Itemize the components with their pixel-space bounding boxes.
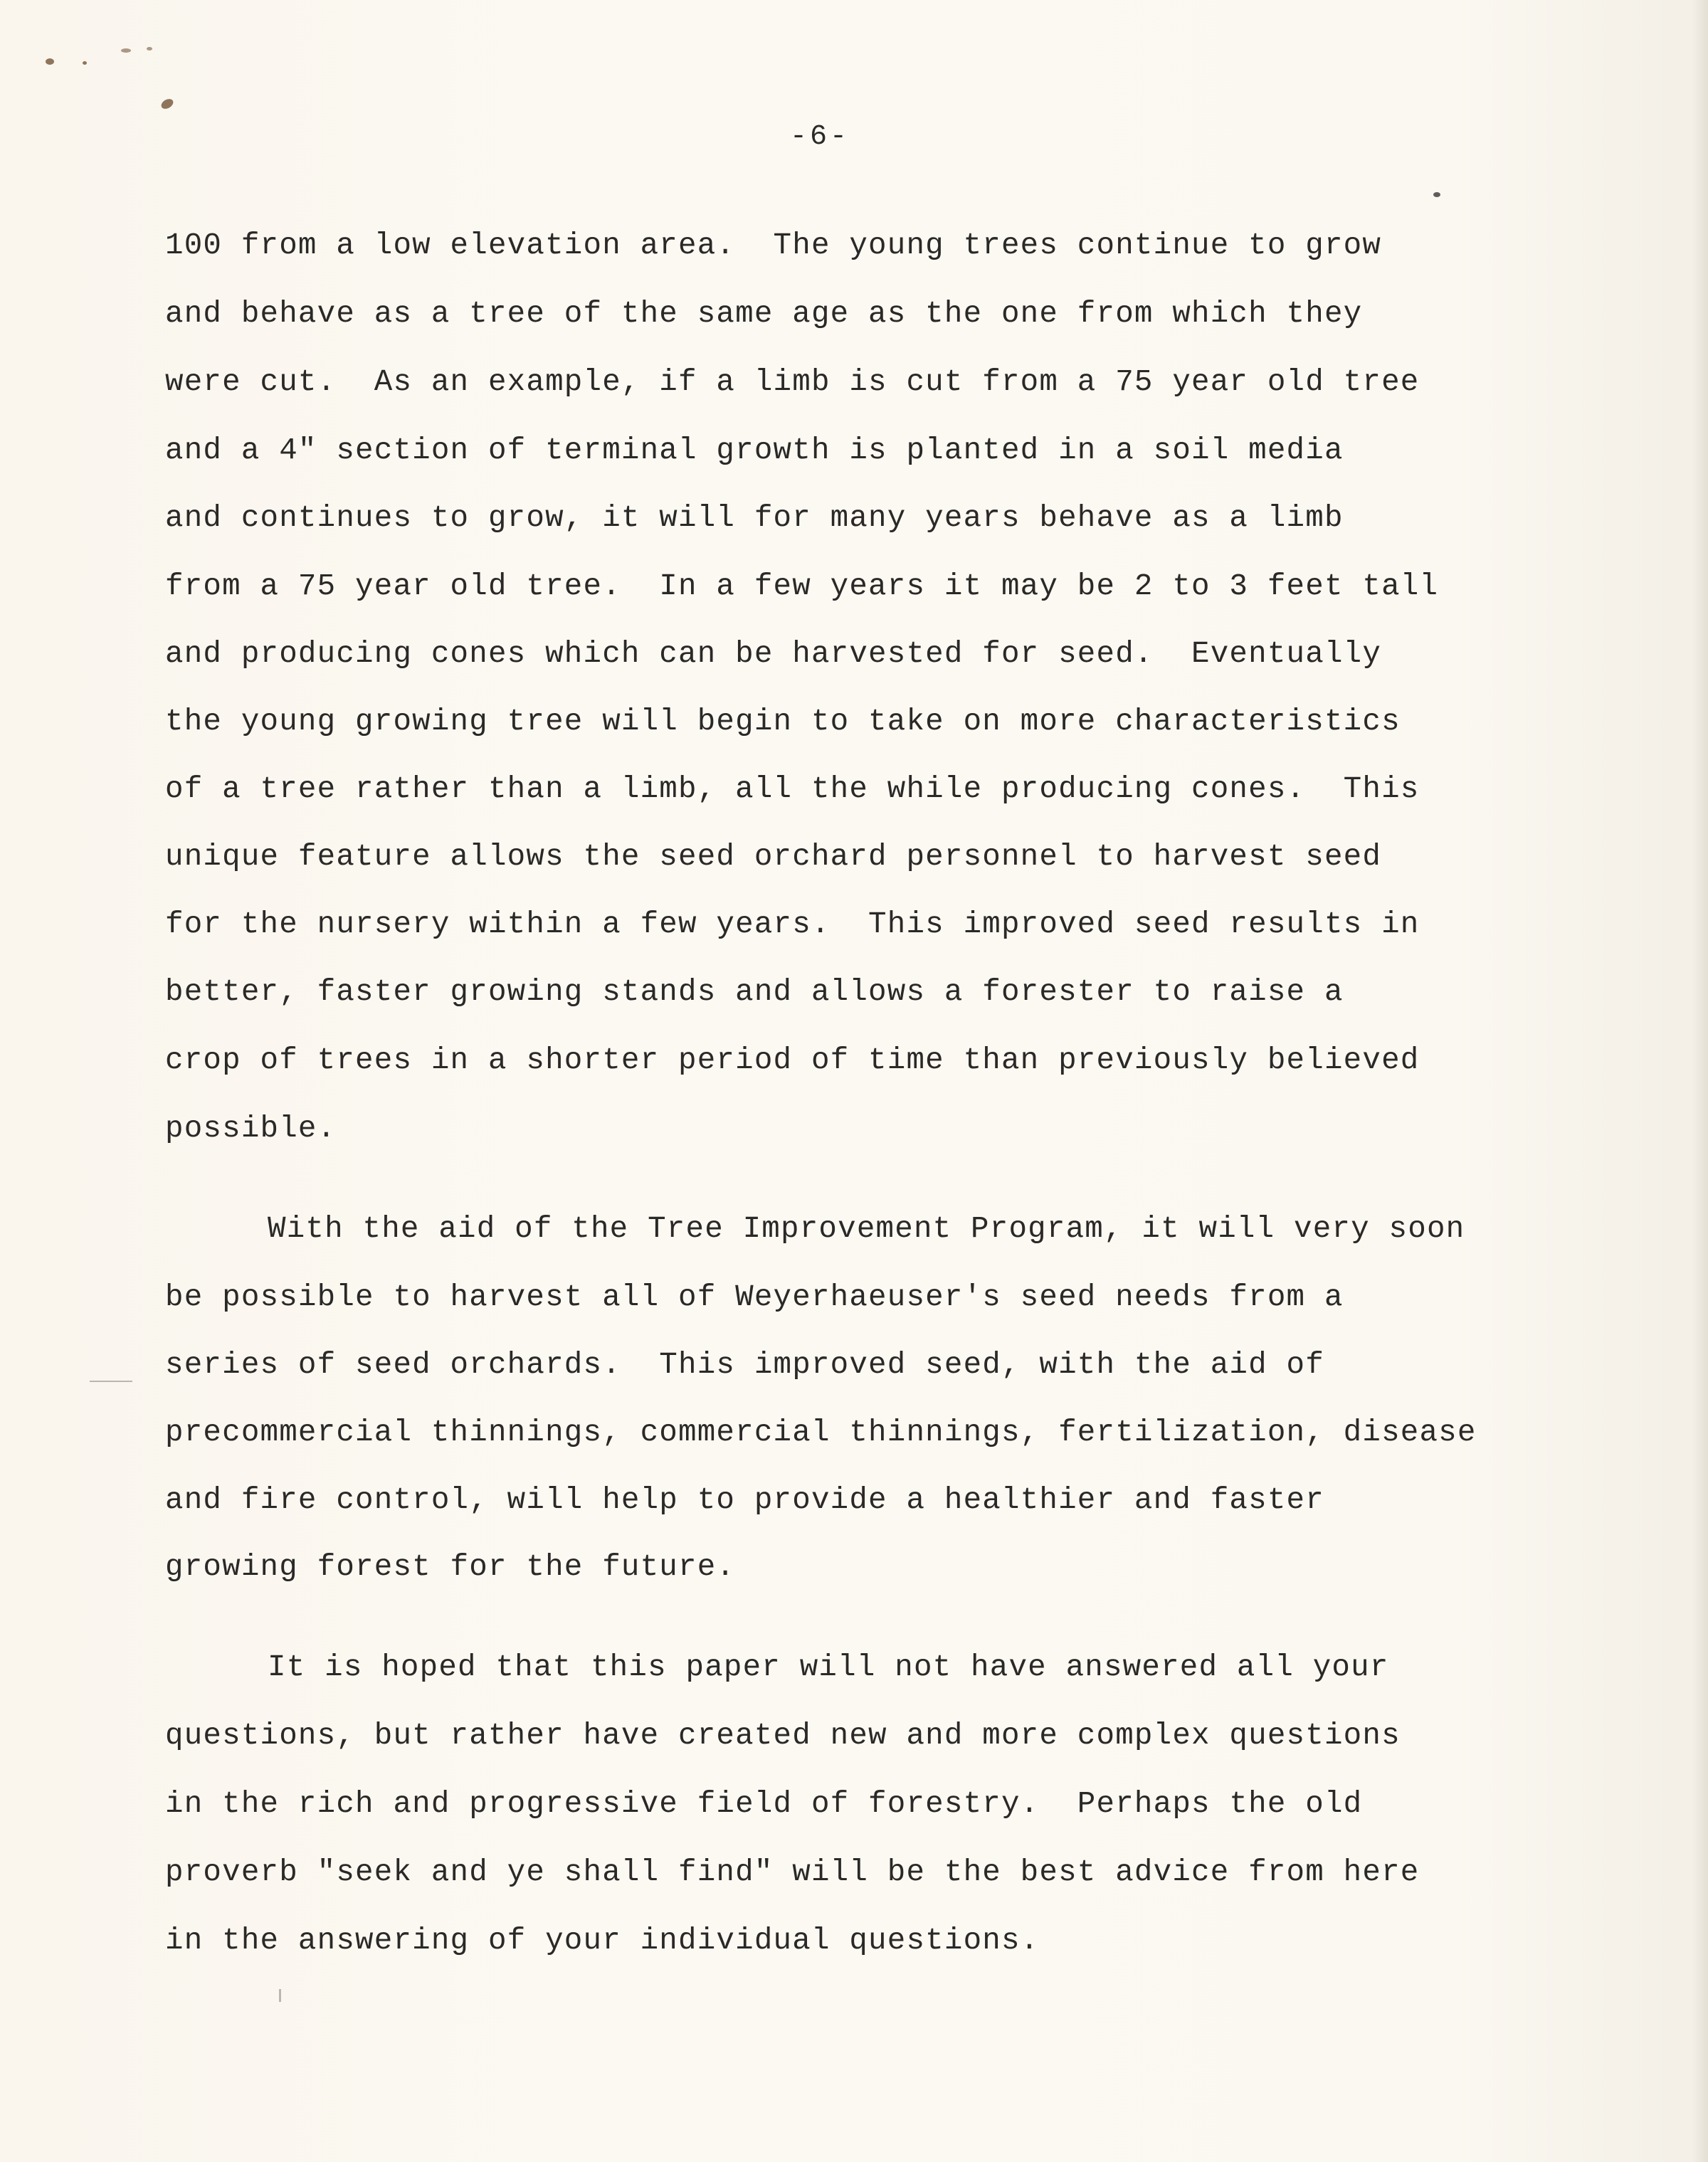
text-line: proverb "seek and ye shall find" will be the best advice from here bbox=[165, 1855, 1420, 1889]
text-line: and behave as a tree of the same age as the one from which they bbox=[165, 297, 1363, 331]
text-line: precommercial thinnings, commercial thinnings, fertilization, disease bbox=[165, 1415, 1477, 1450]
text-line: better, faster growing stands and allows a forester to raise a bbox=[165, 975, 1344, 1009]
ink-speck bbox=[46, 58, 54, 65]
ink-speck bbox=[83, 61, 87, 65]
text-line: It is hoped that this paper will not have answered all your bbox=[268, 1650, 1389, 1684]
ink-speck bbox=[121, 48, 131, 53]
text-line: in the answering of your individual questions. bbox=[165, 1924, 1040, 1958]
text-line: of a tree rather than a limb, all the while producing cones. This bbox=[165, 772, 1420, 806]
ink-speck bbox=[1433, 192, 1440, 197]
text-line: and fire control, will help to provide a healthier and faster bbox=[165, 1483, 1324, 1517]
text-line: and a 4" section of terminal growth is planted in a soil media bbox=[165, 433, 1344, 468]
margin-mark bbox=[279, 1989, 281, 2002]
text-line: in the rich and progressive field of forestry. Perhaps the old bbox=[165, 1787, 1363, 1821]
text-line: the young growing tree will begin to take on more characteristics bbox=[165, 705, 1401, 739]
text-line: crop of trees in a shorter period of time than previously believed bbox=[165, 1043, 1420, 1077]
text-line: from a 75 year old tree. In a few years it may be 2 to 3 feet tall bbox=[165, 569, 1439, 603]
page-edge-shadow bbox=[1692, 0, 1708, 2162]
text-line: With the aid of the Tree Improvement Program, it will very soon bbox=[268, 1212, 1465, 1246]
text-line: 100 from a low elevation area. The young trees continue to grow bbox=[165, 228, 1382, 263]
text-line: series of seed orchards. This improved seed, with the aid of bbox=[165, 1348, 1324, 1382]
ink-speck bbox=[147, 47, 152, 51]
page-number: -6- bbox=[790, 121, 850, 153]
text-line: and producing cones which can be harvested for seed. Eventually bbox=[165, 637, 1382, 671]
margin-mark bbox=[90, 1381, 132, 1382]
text-line: were cut. As an example, if a limb is cut from a 75 year old tree bbox=[165, 365, 1420, 399]
text-line: be possible to harvest all of Weyerhaeuser's seed needs from a bbox=[165, 1280, 1344, 1314]
text-line: growing forest for the future. bbox=[165, 1550, 736, 1584]
text-line: and continues to grow, it will for many years behave as a limb bbox=[165, 501, 1344, 535]
text-line: for the nursery within a few years. This improved seed results in bbox=[165, 907, 1420, 942]
text-line: questions, but rather have created new and more complex questions bbox=[165, 1719, 1401, 1753]
text-line: possible. bbox=[165, 1112, 337, 1146]
ink-speck bbox=[159, 97, 175, 110]
text-line: unique feature allows the seed orchard personnel to harvest seed bbox=[165, 840, 1382, 874]
